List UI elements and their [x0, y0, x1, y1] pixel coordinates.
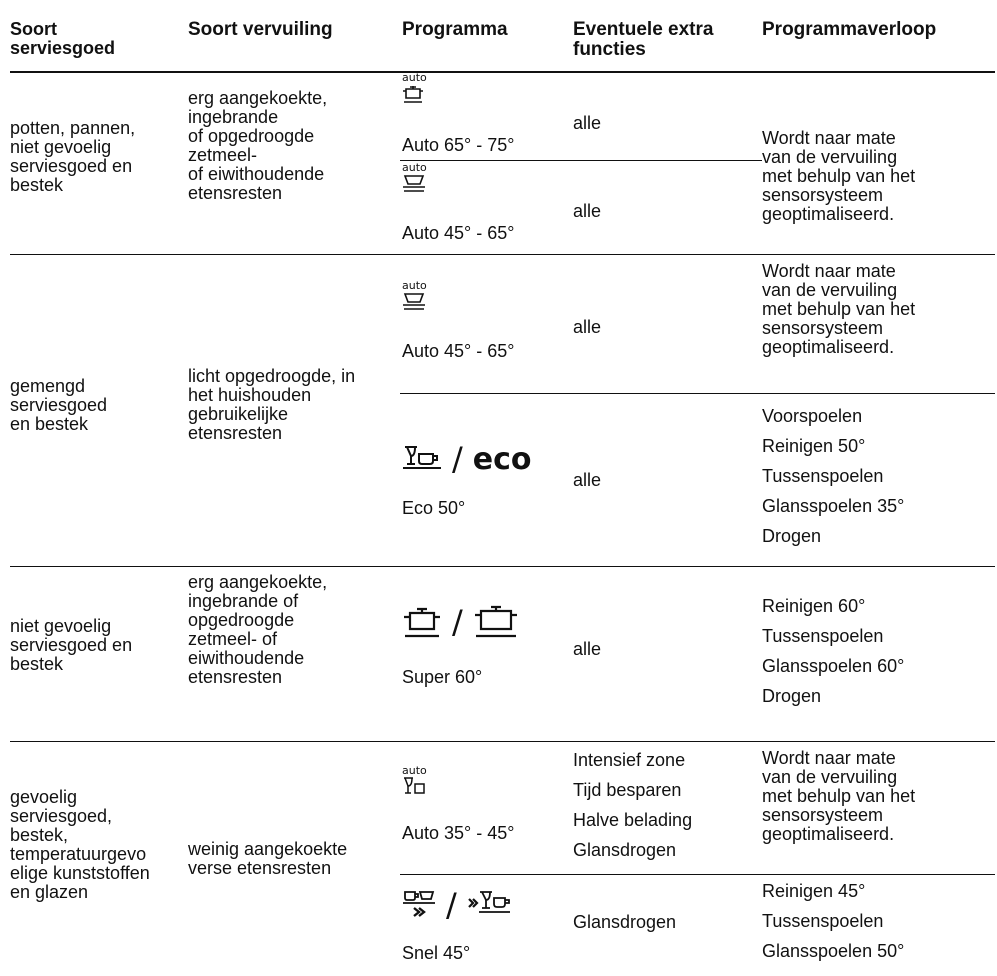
row1-vervuiling: erg aangekoekte, ingebrande of opgedroogde zetmeel- of eiwithoudende etensresten — [188, 88, 328, 203]
super-program-icons — [402, 603, 519, 641]
header-programma: Programma — [402, 19, 508, 40]
row3-servies: niet gevoelig serviesgoed en bestek — [10, 616, 133, 674]
header-divider — [10, 71, 995, 73]
header-programmaverloop: Programmaverloop — [762, 19, 937, 40]
header-soort-serviesgoed: Soort serviesgoed — [10, 19, 116, 58]
slash: / — [452, 440, 463, 478]
row2-extra-1: alle — [573, 317, 602, 337]
auto-plates-icon — [402, 280, 427, 313]
eco-icon: eco — [472, 441, 532, 477]
auto-label: auto — [402, 71, 427, 84]
row2-vervuiling: licht opgedroogde, in het huishouden gebruikelijke etensresten — [188, 366, 356, 443]
row1-verloop: Wordt naar mate van de vervuiling met behulp van het sensorsysteem geoptimaliseerd. — [762, 128, 916, 224]
row1-subdivider — [400, 160, 762, 161]
pot-icon — [402, 603, 442, 641]
row1-program-1: Auto 65° - 75° — [402, 135, 515, 155]
row1-extra-1: alle — [573, 113, 602, 133]
snel-program-icons — [402, 886, 511, 924]
auto-glass-icon — [402, 765, 427, 798]
auto-label: auto — [402, 161, 427, 174]
row2-verloop-1: Wordt naar mate van de vervuiling met behulp van het sensorsysteem geoptimaliseerd. — [762, 261, 916, 357]
row4-program-2: Snel 45° — [402, 943, 471, 963]
row4-servies: gevoelig serviesgoed, bestek, temperatuurgevo elige kunststoffen en glazen — [10, 787, 150, 902]
quick-glass-cup-icon — [467, 889, 511, 921]
row2-extra-2: alle — [573, 470, 602, 490]
row2-program-1: Auto 45° - 65° — [402, 341, 515, 361]
slash: / — [446, 886, 457, 924]
row3-extra: alle — [573, 639, 602, 659]
auto-plates-icon — [402, 162, 427, 195]
header-soort-vervuiling: Soort vervuiling — [188, 19, 333, 40]
row4-extra-2: Glansdrogen — [573, 912, 677, 932]
row1-servies: potten, pannen, niet gevoelig serviesgoed en bestek — [10, 118, 136, 195]
row4-verloop-1: Wordt naar mate van de vervuiling met behulp van het sensorsysteem geoptimaliseerd. — [762, 748, 916, 844]
quick-icon — [402, 889, 436, 921]
row4-subdivider — [400, 874, 995, 875]
row4-verloop-2: Reinigen 45° Tussenspoelen Glansspoelen 50° — [762, 881, 905, 961]
row-divider-1 — [10, 254, 995, 255]
row2-verloop-2: Voorspoelen Reinigen 50° Tussenspoelen Glansspoelen 35° Drogen — [762, 406, 905, 546]
row3-vervuiling: erg aangekoekte, ingebrande of opgedroogde zetmeel- of eiwithoudende etensresten — [188, 572, 328, 687]
auto-label: auto — [402, 764, 427, 777]
row4-extra-1: Intensief zone Tijd besparen Halve belading Glansdrogen — [573, 750, 693, 860]
large-pot-icon — [473, 603, 519, 641]
row1-extra-2: alle — [573, 201, 602, 221]
row3-verloop: Reinigen 60° Tussenspoelen Glansspoelen 60° Drogen — [762, 596, 905, 706]
glass-cup-icon — [402, 444, 442, 474]
slash: / — [452, 603, 463, 641]
row2-program-2: Eco 50° — [402, 498, 466, 518]
eco-program-icons — [402, 440, 532, 478]
row-divider-3 — [10, 741, 995, 742]
auto-label: auto — [402, 279, 427, 292]
row-divider-2 — [10, 566, 995, 567]
header-extra-functies: Eventuele extra functies — [573, 19, 714, 60]
row4-vervuiling: weinig aangekoekte verse etensresten — [188, 839, 348, 878]
row2-servies: gemengd serviesgoed en bestek — [10, 376, 108, 434]
auto-pot-icon — [402, 72, 427, 105]
row4-program-1: Auto 35° - 45° — [402, 823, 515, 843]
row1-program-2: Auto 45° - 65° — [402, 223, 515, 243]
row3-program: Super 60° — [402, 667, 483, 687]
row2-subdivider — [400, 393, 995, 394]
